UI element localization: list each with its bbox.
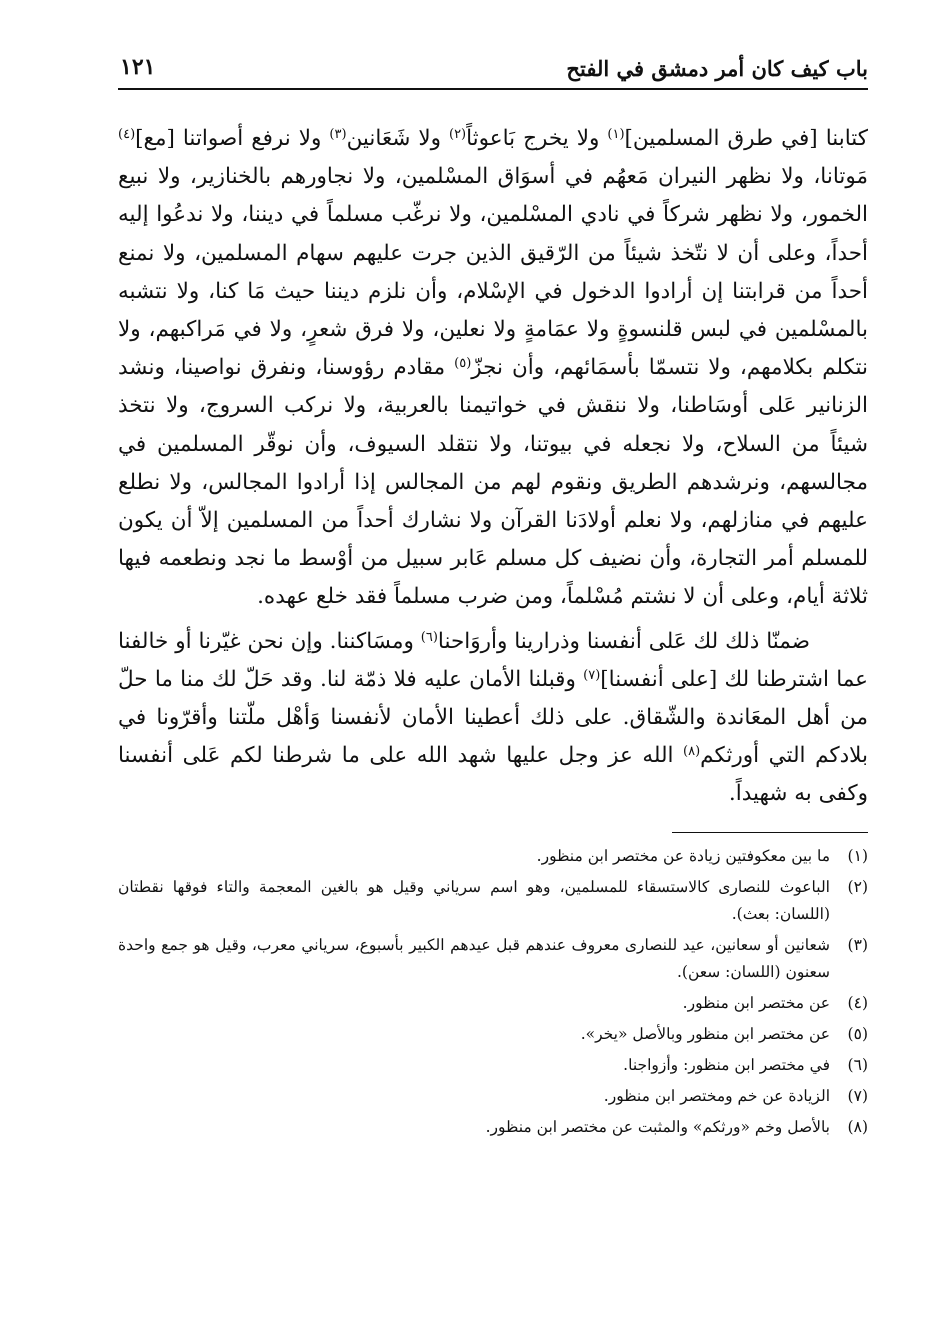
footnote-text: الباعوث للنصارى كالاستسقاء للمسلمين، وهو اسم سرياني وقيل هو بالغين المعجمة والتاء فوقها نقطتان (اللسان: بعث). [118,877,830,923]
footnote-4 [118,990,868,1017]
footnote-text: عن مختصر ابن منظور. [682,993,830,1012]
text-run: ولا شَعَانين [346,126,449,151]
text-run: ومسَاكننا. وإن نحن غيّرنا أو خالفنا عما اشترطنا لك [على أنفسنا] [118,628,869,692]
footnote-8 [118,1114,868,1141]
text-run: الله عز وجل عليها شهد الله على ما شرطنا لكم عَلى أنفسنا وكفى به شهيداً. [118,743,868,807]
footnote-text: بالأصل وخ‍م «ورثكم» والمثبت عن مختصر ابن منظور. [485,1117,830,1136]
footnote-7 [118,1083,868,1110]
footnote-text: عن مختصر ابن منظور وبالأصل «يخر». [580,1024,830,1043]
footnotes [118,843,868,1141]
footnote-number: (٧) [847,1086,868,1105]
main-text [118,120,868,814]
footnote-6 [118,1052,868,1079]
footnote-number: (٥) [847,1024,868,1043]
footnote-text: ما بين معكوفتين زيادة عن مختصر ابن منظور. [536,846,830,865]
footnote-ref-2: (٢) [448,127,467,142]
text-run: ولا نرفع أصواتنا [مع] [135,126,330,151]
page-number: ١٢١ [120,54,156,80]
document-page [118,52,868,1145]
text-run: ولا يخرج بَاعوثاً [466,126,608,151]
footnote-2 [118,874,868,928]
text-run: كتابنا [في طرق المسلمين] [624,126,868,151]
footnote-number: (٤) [847,993,868,1012]
footnote-text: الزيادة عن خ‍م ومختصر ابن منظور. [603,1086,830,1105]
footnote-number: (١) [847,846,868,865]
footnote-number: (٣) [847,935,868,954]
running-head: باب كيف كان أمر دمشق في الفتح [566,56,868,81]
footnote-ref-1: (١) [607,127,625,142]
footnote-number: (٦) [847,1055,868,1074]
footnote-number: (٨) [847,1117,868,1136]
footnote-number: (٢) [847,877,868,896]
footnote-ref-5: (٥) [454,356,472,372]
footnote-ref-7: (٧) [583,667,601,683]
footnote-text: شعانين أو سعانين، عيد للنصارى معروف عندهم قبل عيدهم الكبير بأسبوع، سرياني معرب، وقيل هو جمع واحدة سعنون (اللسان: سعن). [118,935,830,981]
text-run: مَوتانا، ولا نظهر النيران مَعهُم في أسوَاق المسْلمين، ولا نجاورهم بالخنازير، ولا نبيع الخمور، ولا نظهر شركاً في نادي المسْلمين، ولا نرغّب مسلماً في ديننا، ولا ندعُوا إليه أحداً، وعلى أن لا نتّخذ شيئاً من الرّقيق الذين جرت عليهم سهام المسلمين، ولا نمنع أحداً من قرابتنا إن أرادوا الدخول في الإسْلام، وأن نلزم ديننا حيث مَا كنا، ولا نتشبه بالمسْلمين في لبس قلنسوةٍ ولا عمَامةٍ ولا نعلين، ولا فرق شعرٍ، ولا في مَراكبهم، ولا نتكلم بكلامهم، ولا نتسمّا بأسمَائهم، وأن نجزّ [118,164,868,381]
footnote-ref-3: (٣) [329,127,347,142]
footnote-ref-4: (٤) [118,127,136,142]
footnote-ref-8: (٨) [683,744,701,760]
footnote-divider [672,832,868,833]
footnote-ref-6: (٦) [420,629,438,645]
text-run: وقبلنا الأمان عليه فلا ذمّة لنا. وقد حَلّ لك منا ما حلّ من أهل المعَاندة والشّقاق. على ذلك أعطينا الأمان لأنفسنا وَأهْل ملّتنا وأقرّونا في بلادكم التي أورثكم [118,666,868,769]
page-header [118,52,868,90]
footnote-3 [118,932,868,986]
paragraph-1 [118,120,868,617]
footnote-text: في مختصر ابن منظور: وأزواجنا. [623,1055,830,1074]
paragraph-2 [118,623,868,814]
footnote-1 [118,843,868,870]
footnote-5 [118,1021,868,1048]
text-run: مقادم رؤوسنا، ونفرق نواصينا، ونشد الزنانير عَلى أوسَاطنا، ولا ننقش في خواتيمنا بالعربية، ولا نركب السروج، ولا نتخذ شيئاً من السلاح، ولا نجعله في بيوتنا، ولا نتقلد السيوف، وأن نوقّر المسلمين في مجالسهم، ونرشدهم الطريق ونقوم لهم من المجالس إذا أرادوا المجالس، ولا نطلع عليهم في منازلهم، ولا نعلم أولادَنا القرآن ولا نشارك أحداً من المسلمين إلاّ أن يكون للمسلم أمر التجارة، وأن نضيف كل مسلم عَابر سبيل من أوْسط ما نجد ونطعمه فيها ثلاثة أيام، وعلى أن لا نشتم مُسْلماً، ومن ضرب مسلماً فقد خلع عهده. [118,355,868,610]
text-run: ضمنّا ذلك لك عَلى أنفسنا وذرارينا وأروَاحنا [437,628,810,654]
